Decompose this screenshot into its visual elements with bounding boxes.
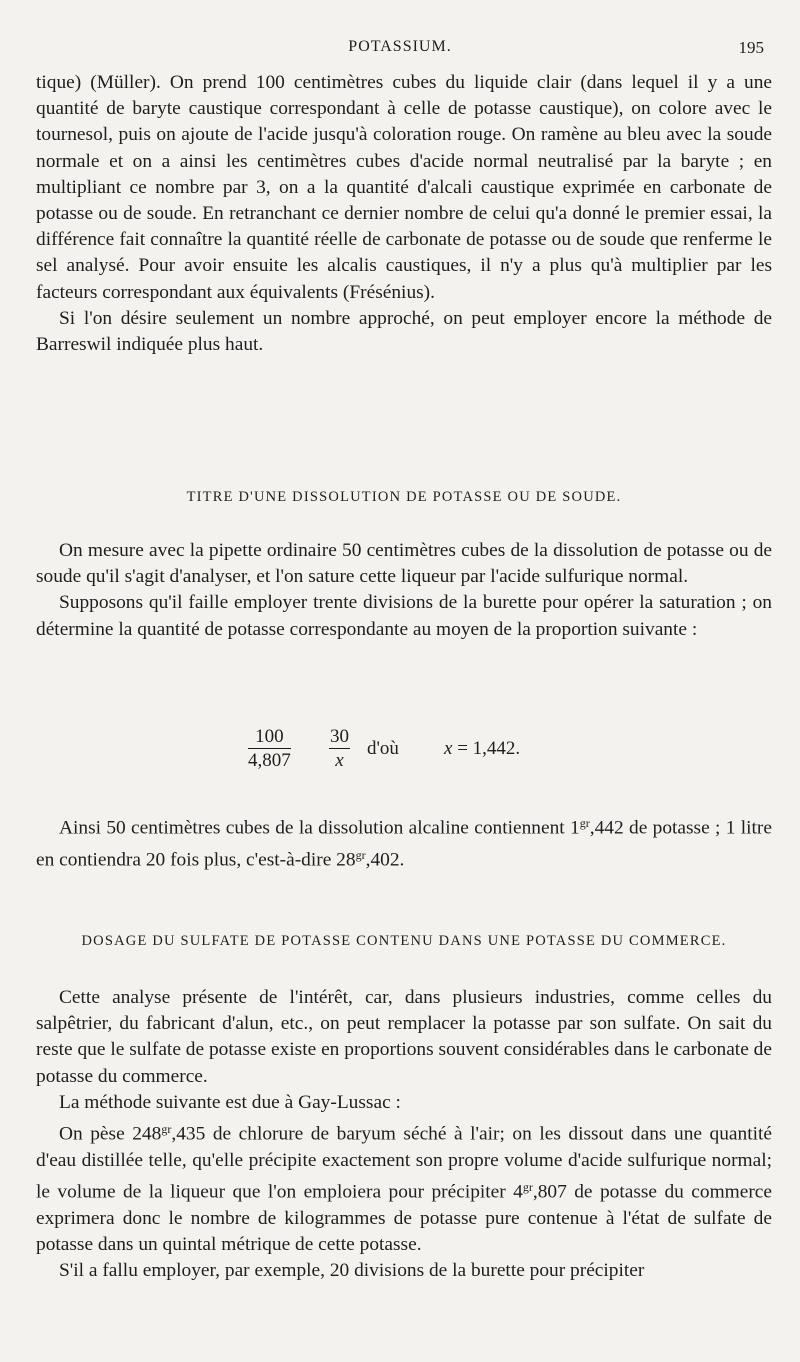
page-number: 195 bbox=[738, 38, 764, 57]
text-run: ,435 de chlorure de baryum séché à l'air; on les dissout dans une quantité d'eau distillée telle, qu'elle précipite exactement son propre volume d'acide sulfurique normal; le volume de la liqueur que l'on emploiera pour précipiter 4 bbox=[36, 1123, 772, 1203]
fraction-bar bbox=[248, 748, 291, 749]
section-titre-result bbox=[36, 810, 772, 874]
text-run: ,807 de potasse du commerce exprimera donc le nombre de kilogrammes de potasse pure contenue à l'état de sulfate de potasse dans un quintal métrique de cette potasse. bbox=[36, 1181, 773, 1256]
formula-variable: x bbox=[444, 738, 453, 759]
section-dosage-sulfate bbox=[36, 985, 772, 1284]
heading-dosage-sulfate: DOSAGE DU SULFATE DE POTASSE CONTENU DANS UNE POTASSE DU COMMERCE. bbox=[81, 933, 727, 949]
paragraph-chlorure-baryum bbox=[36, 1116, 772, 1258]
text-run: ,402. bbox=[365, 849, 405, 871]
text-run: On pèse 248 bbox=[59, 1123, 162, 1145]
formula-result bbox=[444, 738, 520, 760]
fraction-30-over-x bbox=[329, 727, 350, 772]
fraction-numerator: 30 bbox=[330, 726, 349, 747]
formula-connector: d'où bbox=[367, 738, 399, 759]
fraction-denominator: 4,807 bbox=[248, 750, 291, 771]
fraction-numerator: 100 bbox=[255, 726, 284, 747]
running-head bbox=[30, 38, 770, 62]
paragraph-barreswil: Si l'on désire seulement un nombre approché, on peut employer encore la méthode de Barreswil indiquée plus haut. bbox=[36, 307, 772, 356]
unit-gramme: gr bbox=[355, 847, 366, 862]
paragraph-muller-method: tique) (Müller). On prend 100 centimètres cubes du liquide clair (dans lequel il y a une quantité de baryte caustique correspondant à celle de potasse caustique), on colore avec le tournesol, puis on ajoute de l'acide jusqu'à coloration rouge. On ramène au bleu avec la soude normale et on a ainsi les centimètres cubes d'acide normal neutralisé par la baryte ; en multipliant ce nombre par 3, on a la quantité d'alcali caustique exprimée en carbonate de potasse ou de soude. En retranchant ce dernier nombre de celui qu'a donné le premier essai, la différence fait connaître la quantité réelle de carbonate de potasse ou de soude que renferme le sel analysé. Pour avoir ensuite les alcalis caustiques, il n'y a plus qu'à multiplier par les facteurs correspondant aux équivalents (Frésénius). bbox=[36, 72, 772, 303]
paragraph-interet: Cette analyse présente de l'intérêt, car, dans plusieurs industries, comme celles du salpêtrier, du fabricant d'alun, etc., on peut remplacer la potasse par son sulfate. On sait du reste que le sulfate de potasse existe en proportions souvent considérables dans le carbonate de potasse du commerce. bbox=[36, 987, 772, 1087]
paragraph-result bbox=[36, 810, 772, 874]
fraction-denominator: x bbox=[335, 750, 344, 771]
paragraph-burette: Supposons qu'il faille employer trente divisions de la burette pour opérer la saturation ; on détermine la quantité de potasse correspondante au moyen de la proportion suivante : bbox=[36, 592, 772, 640]
text-run: ,442 de potasse ; 1 litre en contiendra 20 fois plus, c'est-à-dire 28 bbox=[36, 817, 772, 871]
fraction-100-over-4807 bbox=[248, 727, 291, 772]
text-run: Ainsi 50 centimètres cubes de la dissolution alcaline contiennent 1 bbox=[59, 817, 580, 839]
paragraph-gay-lussac: La méthode suivante est due à Gay-Lussac : bbox=[59, 1091, 401, 1113]
section-continuation bbox=[36, 70, 772, 358]
paragraph-exemple: S'il a fallu employer, par exemple, 20 divisions de la burette pour précipiter bbox=[59, 1260, 645, 1282]
unit-gramme: gr bbox=[161, 1122, 172, 1137]
paragraph-pipette: On mesure avec la pipette ordinaire 50 centimètres cubes de la dissolution de potasse ou de soude qu'il s'agit d'analyser, et l'on sature cette liqueur par l'acide sulfurique normal. bbox=[36, 540, 772, 588]
unit-gramme: gr bbox=[522, 1180, 533, 1195]
section-titre-dissolution bbox=[36, 538, 772, 643]
running-title: POTASSIUM. bbox=[348, 38, 452, 55]
fraction-bar bbox=[329, 748, 350, 749]
formula-value: = 1,442. bbox=[457, 738, 521, 759]
heading-titre-dissolution: TITRE D'UNE DISSOLUTION DE POTASSE OU DE SOUDE. bbox=[186, 489, 622, 505]
unit-gramme: gr bbox=[579, 816, 590, 830]
